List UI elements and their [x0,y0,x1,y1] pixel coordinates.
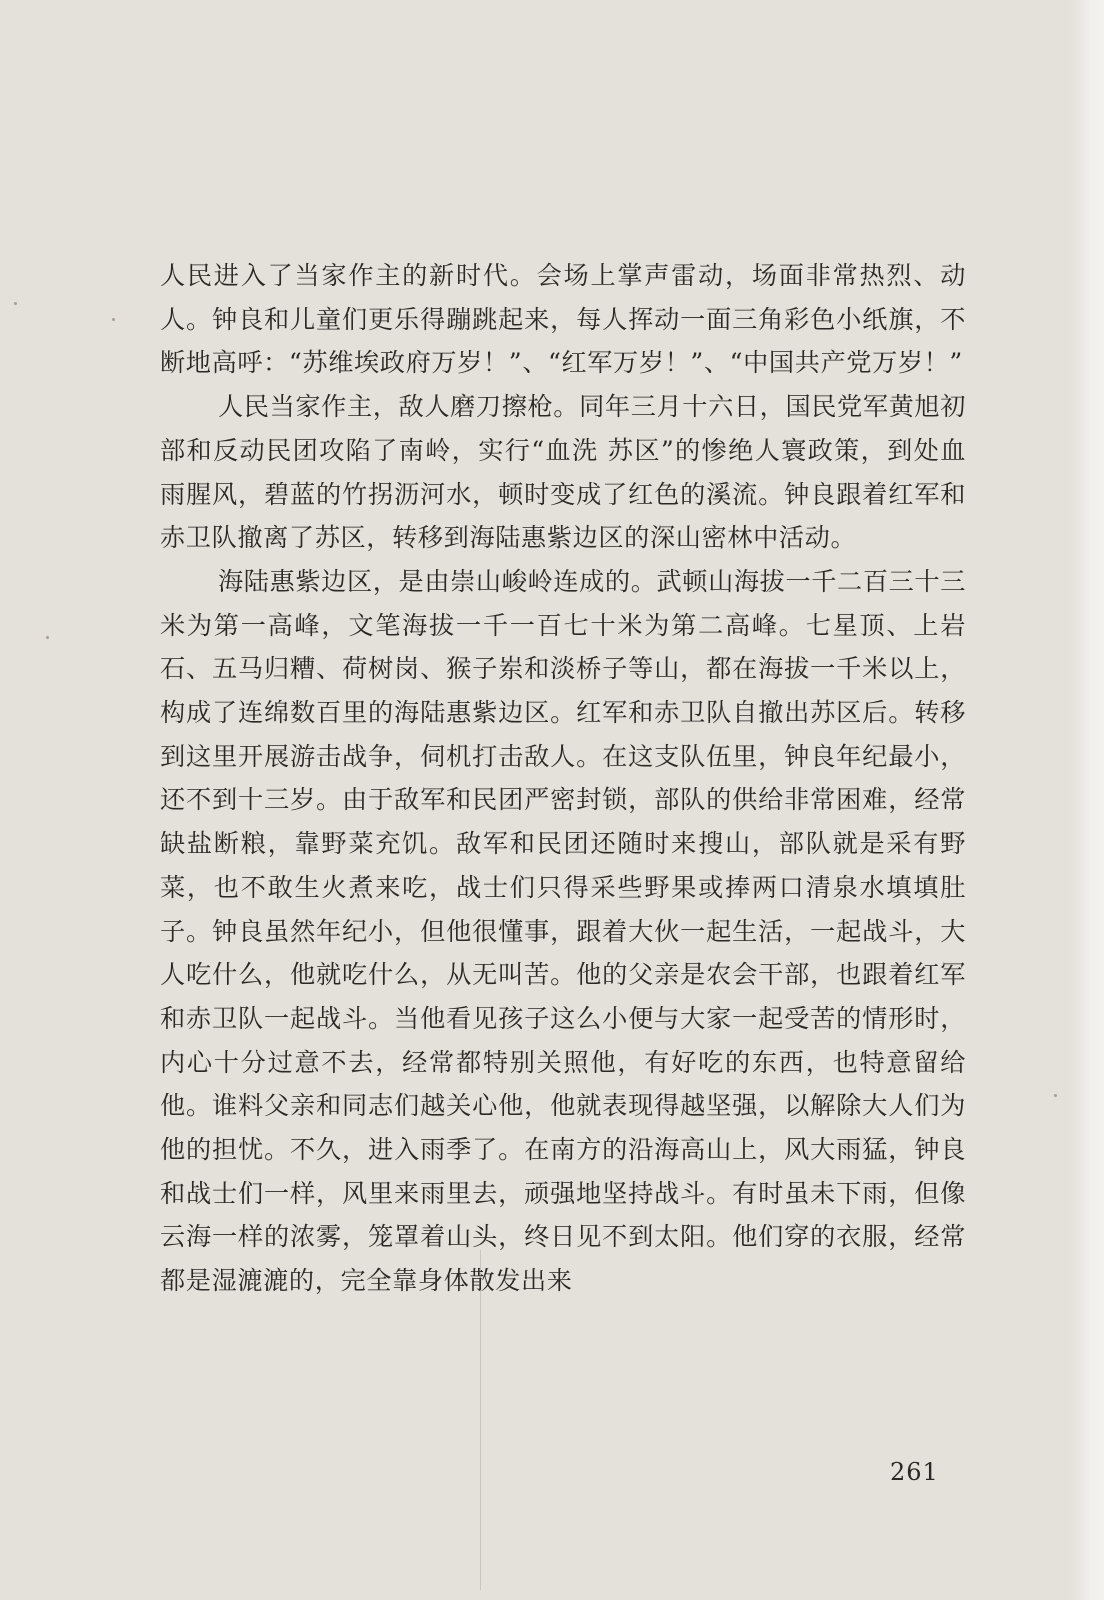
paper-speck [112,318,115,321]
page-number: 261 [890,1458,939,1486]
paragraph-2: 人民当家作主，敌人磨刀擦枪。同年三月十六日，国民党军黄旭初部和反动民团攻陷了南岭，实行“血洗 苏区”的惨绝人寰政策，到处血雨腥风，碧蓝的竹拐沥河水，顿时变成了红色的溪流。钟良跟着红军和赤卫队撤离了苏区，转移到海陆惠紫边区的深山密林中活动。 [160,392,966,553]
paragraph-1: 人民进入了当家作主的新时代。会场上掌声雷动，场面非常热烈、动人。钟良和儿童们更乐得蹦跳起来，每人挥动一面三角彩色小纸旗，不断地高呼：“苏维埃政府万岁！”、“红军万岁！”、“中国共产党万岁！” [160,261,966,378]
paper-speck [46,636,49,639]
paper-speck [14,302,17,305]
body-text [160,254,966,1303]
paragraph-3: 海陆惠紫边区，是由崇山峻岭连成的。武顿山海拔一千二百三十三米为第一高峰，文笔海拔一千一百七十米为第二高峰。七星顶、上岩石、五马归糟、荷树岗、猴子岽和淡桥子等山，都在海拔一千米以上，构成了连绵数百里的海陆惠紫边区。红军和赤卫队自撤出苏区后。转移到这里开展游击战争，伺机打击敌人。在这支队伍里，钟良年纪最小，还不到十三岁。由于敌军和民团严密封锁，部队的供给非常困难，经常缺盐断粮，靠野菜充饥。敌军和民团还随时来搜山，部队就是采有野菜，也不敢生火煮来吃，战士们只得采些野果或捧两口清泉水填填肚子。钟良虽然年纪小，但他很懂事，跟着大伙一起生活，一起战斗，大人吃什么，他就吃什么，从无叫苦。他的父亲是农会干部，也跟着红军和赤卫队一起战斗。当他看见孩子这么小便与大家一起受苦的情形时，内心十分过意不去，经常都特别关照他，有好吃的东西，也特意留给他。谁料父亲和同志们越关心他，他就表现得越坚强，以解除大人们为他的担忧。不久，进入雨季了。在南方的沿海高山上，风大雨猛，钟良和战士们一样，风里来雨里去，顽强地坚持战斗。有时虽未下雨，但像云海一样的浓雾，笼罩着山头，终日见不到太阳。他们穿的衣服，经常都是湿漉漉的，完全靠身体散发出来 [160,566,966,1296]
paper-speck [1054,1094,1057,1097]
page-edge [1070,0,1104,1600]
